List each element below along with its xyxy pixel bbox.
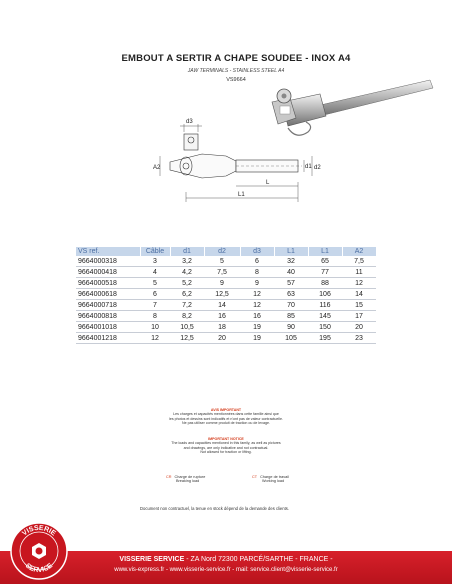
cell-d3: 12 <box>240 289 274 300</box>
table-row <box>76 300 376 311</box>
table-header-row <box>76 247 376 256</box>
cell-d1: 4,2 <box>170 267 204 278</box>
cell-l1-total: 195 <box>308 333 342 344</box>
cell-a2: 11 <box>342 267 376 278</box>
cell-ref: 9664000518 <box>76 278 140 289</box>
footer-company: VISSERIE SERVICE <box>119 556 185 563</box>
label-l1: L1 <box>238 192 245 198</box>
table-row <box>76 322 376 333</box>
notice-fr-line: les photos et dessins sont indicatifs et n'ont pas de valeur contractuelle. <box>169 416 283 421</box>
cell-d1: 5,2 <box>170 278 204 289</box>
cell-ref: 9664001018 <box>76 322 140 333</box>
notice-en-line: and drawings, are only indicative and not contractual. <box>183 445 269 450</box>
cell-d1: 12,5 <box>170 333 204 344</box>
cell-a2: 14 <box>342 289 376 300</box>
cell-a2: 23 <box>342 333 376 344</box>
notice-english <box>150 437 302 455</box>
cell-l1: 90 <box>274 322 308 333</box>
cell-a2: 20 <box>342 322 376 333</box>
table-row <box>76 333 376 344</box>
legend-working-load <box>252 475 289 484</box>
cell-d3: 12 <box>240 300 274 311</box>
cell-l1-total: 150 <box>308 322 342 333</box>
cell-d1: 3,2 <box>170 256 204 267</box>
cell-d3: 9 <box>240 278 274 289</box>
cell-d1: 7,2 <box>170 300 204 311</box>
spec-table <box>76 247 377 344</box>
cell-d3: 16 <box>240 311 274 322</box>
cell-d3: 19 <box>240 333 274 344</box>
notice-fr-line: Ne pas utiliser comme produit de traction ou de levage. <box>182 421 270 426</box>
footer-address-text: - ZA Nord 72300 PARCÉ/SARTHE - FRANCE - <box>184 556 333 563</box>
cell-l1-total: 106 <box>308 289 342 300</box>
cell-d2: 20 <box>204 333 240 344</box>
cell-d2: 14 <box>204 300 240 311</box>
cell-a2: 15 <box>342 300 376 311</box>
col-header-cable: Câble <box>140 247 170 256</box>
col-header-a2: A2 <box>342 247 376 256</box>
col-header-d1: d1 <box>170 247 204 256</box>
cell-cable: 8 <box>140 311 170 322</box>
cell-a2: 12 <box>342 278 376 289</box>
company-logo <box>10 522 68 580</box>
legend-ct-code: CT <box>252 475 258 479</box>
col-header-ref: VS ref. <box>76 247 140 256</box>
cell-ref: 9664000818 <box>76 311 140 322</box>
cell-d3: 8 <box>240 267 274 278</box>
cell-l1: 40 <box>274 267 308 278</box>
product-reference: VS9664 <box>226 77 246 83</box>
cell-l1-total: 145 <box>308 311 342 322</box>
cell-cable: 5 <box>140 278 170 289</box>
cell-d2: 9 <box>204 278 240 289</box>
cell-l1: 32 <box>274 256 308 267</box>
cell-cable: 4 <box>140 267 170 278</box>
notice-fr-line: Les charges et capacités mentionnées dans cette famille ainsi que <box>173 412 279 417</box>
cell-l1: 105 <box>274 333 308 344</box>
cell-l1-total: 116 <box>308 300 342 311</box>
cell-l1-total: 88 <box>308 278 342 289</box>
legend-breaking-load <box>166 475 205 484</box>
cell-ref: 9664000618 <box>76 289 140 300</box>
table-row <box>76 278 376 289</box>
legend-cr-code: CR <box>166 475 172 479</box>
table-row <box>76 267 376 278</box>
svg-text:VISSERIE: VISSERIE <box>21 524 57 538</box>
cell-d1: 8,2 <box>170 311 204 322</box>
cell-d3: 6 <box>240 256 274 267</box>
cell-d2: 12,5 <box>204 289 240 300</box>
label-d3: d3 <box>186 119 193 125</box>
notice-en-heading: IMPORTANT NOTICE <box>208 437 244 441</box>
cell-a2: 7,5 <box>342 256 376 267</box>
cell-ref: 9664000318 <box>76 256 140 267</box>
cell-cable: 6 <box>140 289 170 300</box>
label-d1: d1 <box>305 164 312 170</box>
cell-l1: 70 <box>274 300 308 311</box>
disclaimer: Document non contractuel, la tenue en stock dépend de la demande des clients. <box>140 506 289 511</box>
cell-d2: 18 <box>204 322 240 333</box>
legend-cr-fr: Charge de rupture <box>174 475 206 479</box>
table-row <box>76 256 376 267</box>
cell-d2: 7,5 <box>204 267 240 278</box>
product-subtitle: JAW TERMINALS - STAINLESS STEEL A4 <box>187 68 285 74</box>
legend-ct-en: Working load <box>262 479 285 484</box>
legend-cr-en: Breaking load <box>176 479 200 484</box>
label-a2: A2 <box>153 165 161 171</box>
table-row <box>76 311 376 322</box>
cell-l1: 63 <box>274 289 308 300</box>
footer-contact: www.vis-express.fr - www.visserie-service.fr - mail: service.client@visserie-service.fr <box>114 567 338 573</box>
cell-ref: 9664000718 <box>76 300 140 311</box>
col-header-l1-total: L1 <box>308 247 342 256</box>
cell-l1: 57 <box>274 278 308 289</box>
table-row <box>76 289 376 300</box>
cell-a2: 17 <box>342 311 376 322</box>
notice-fr-heading: AVIS IMPORTANT <box>210 408 242 412</box>
cell-cable: 10 <box>140 322 170 333</box>
notice-en-line: Not allowed for traction or lifting. <box>200 450 252 455</box>
col-header-l1: L1 <box>274 247 308 256</box>
cell-ref: 9664000418 <box>76 267 140 278</box>
cell-l1: 85 <box>274 311 308 322</box>
cell-l1-total: 65 <box>308 256 342 267</box>
cell-cable: 12 <box>140 333 170 344</box>
col-header-d2: d2 <box>204 247 240 256</box>
cell-l1-total: 77 <box>308 267 342 278</box>
cell-ref: 9664001218 <box>76 333 140 344</box>
cell-cable: 7 <box>140 300 170 311</box>
cell-d1: 6,2 <box>170 289 204 300</box>
label-l: L <box>266 180 270 186</box>
cell-d2: 16 <box>204 311 240 322</box>
cell-d2: 5 <box>204 256 240 267</box>
technical-drawing <box>150 116 325 216</box>
col-header-d3: d3 <box>240 247 274 256</box>
notice-en-line: The loads and capacities mentioned in this family, as well as pictures <box>171 441 281 446</box>
product-title: EMBOUT A SERTIR A CHAPE SOUDEE - INOX A4 <box>121 53 351 64</box>
terminal-shank-photo <box>316 80 433 116</box>
cell-d1: 10,5 <box>170 322 204 333</box>
cell-d3: 19 <box>240 322 274 333</box>
svg-text:SERVICE: SERVICE <box>23 562 55 575</box>
legend-ct-fr: Charge de travail <box>260 475 289 479</box>
cell-cable: 3 <box>140 256 170 267</box>
notice-french <box>150 408 302 426</box>
label-d2: d2 <box>314 165 321 171</box>
